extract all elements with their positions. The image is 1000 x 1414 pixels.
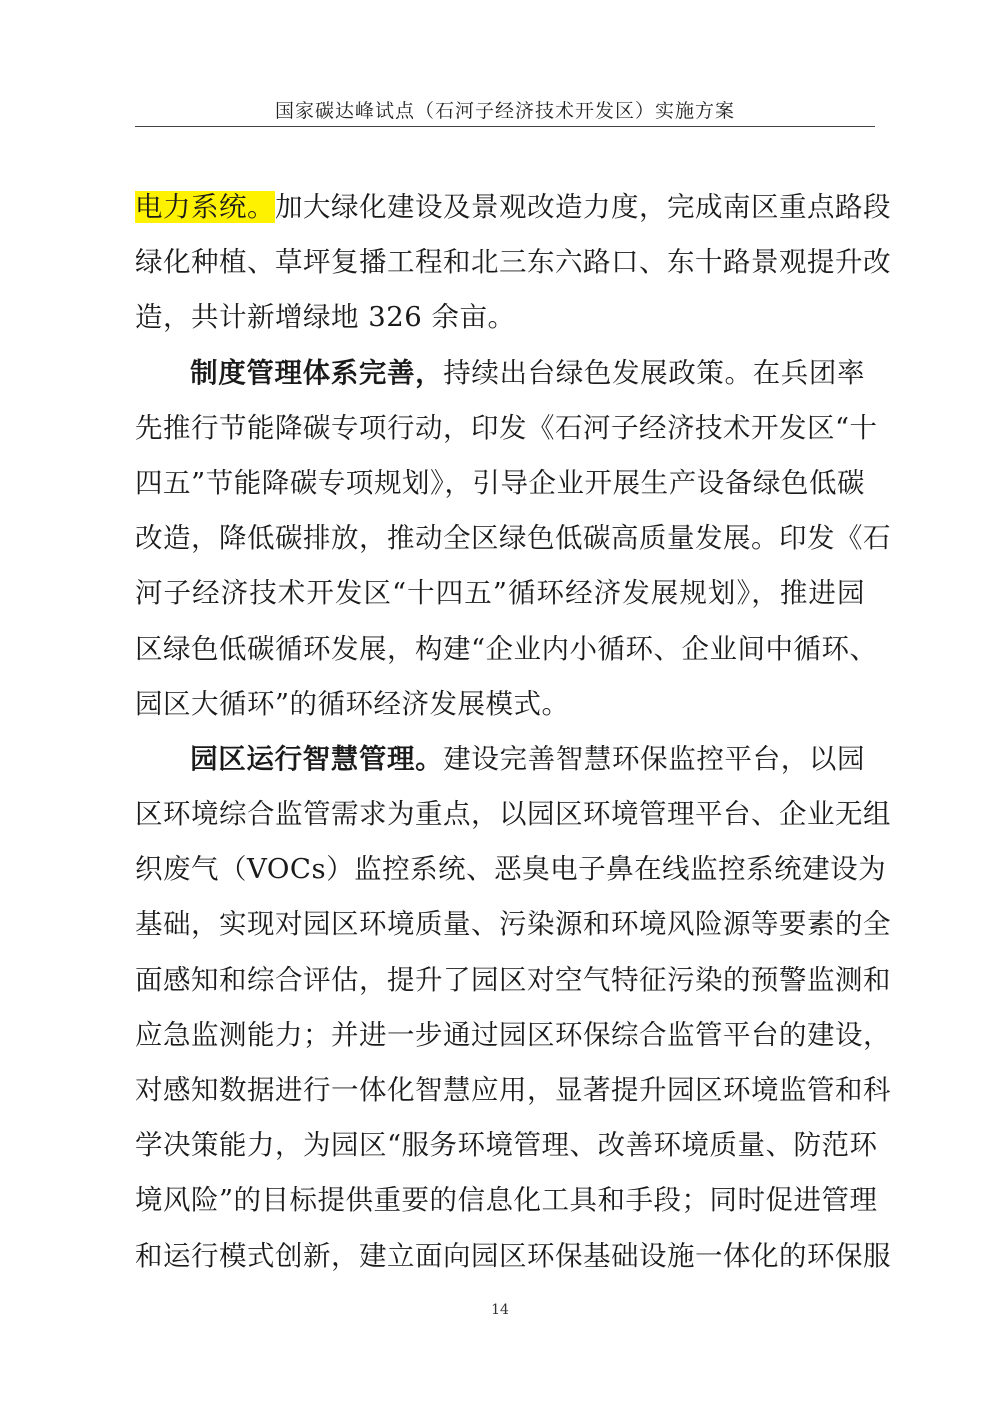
text-line: 对感知数据进行一体化智慧应用，显著提升园区环境监管和科 [135, 1074, 891, 1106]
header-divider [135, 126, 875, 127]
text-line: 织废气（VOCs）监控系统、恶臭电子鼻在线监控系统建设为 [135, 853, 887, 886]
paragraph-lead: 园区运行智慧管理。 [190, 742, 444, 775]
running-header-title: 国家碳达峰试点（石河子经济技术开发区）实施方案 [274, 100, 735, 122]
text-line: 造，共计新增绿地 326 余亩。 [135, 301, 516, 334]
text-line: 绿化种植、草坪复播工程和北三东六路口、东十路景观提升改 [135, 246, 891, 279]
text-line: 基础，实现对园区环境质量、污染源和环境风险源等要素的全 [135, 908, 891, 941]
text-line: 和运行模式创新，建立面向园区环保基础设施一体化的环保服 [135, 1239, 891, 1272]
text-line: 河子经济技术开发区“十四五”循环经济发展规划》，推进园 [135, 577, 865, 610]
text-line: 学决策能力，为园区“服务环境管理、改善环境质量、防范环 [135, 1129, 878, 1162]
body-text [135, 180, 891, 1284]
highlighted-text: 电力系统。 [135, 191, 275, 223]
text-line: 境风险”的目标提供重要的信息化工具和手段；同时促进管理 [135, 1184, 878, 1217]
text-line: 面感知和综合评估，提升了园区对空气特征污染的预警监测和 [135, 963, 891, 996]
paragraph-lead: 制度管理体系完善， [190, 356, 444, 389]
text-line: 园区大循环”的循环经济发展模式。 [135, 687, 570, 720]
text-line: 四五”节能降碳专项规划》，引导企业开展生产设备绿色低碳 [135, 466, 865, 499]
text-line: 区绿色低碳循环发展，构建“企业内小循环、企业间中循环、 [135, 632, 878, 665]
text-line: 先推行节能降碳专项行动，印发《石河子经济技术开发区“十 [135, 411, 878, 444]
text-line: 电力系统。加大绿化建设及景观改造力度，完成南区重点路段 [135, 191, 891, 223]
text-line: 园区运行智慧管理。建设完善智慧环保监控平台，以园 [190, 742, 865, 775]
text-line: 改造，降低碳排放，推动全区绿色低碳高质量发展。印发《石 [135, 522, 891, 555]
page-number: 14 [491, 1302, 509, 1318]
text-line: 应急监测能力；并进一步通过园区环保综合监管平台的建设， [135, 1018, 891, 1051]
text-line: 区环境综合监管需求为重点，以园区环境管理平台、企业无组 [135, 798, 891, 831]
text-line: 制度管理体系完善，持续出台绿色发展政策。在兵团率 [190, 356, 865, 389]
